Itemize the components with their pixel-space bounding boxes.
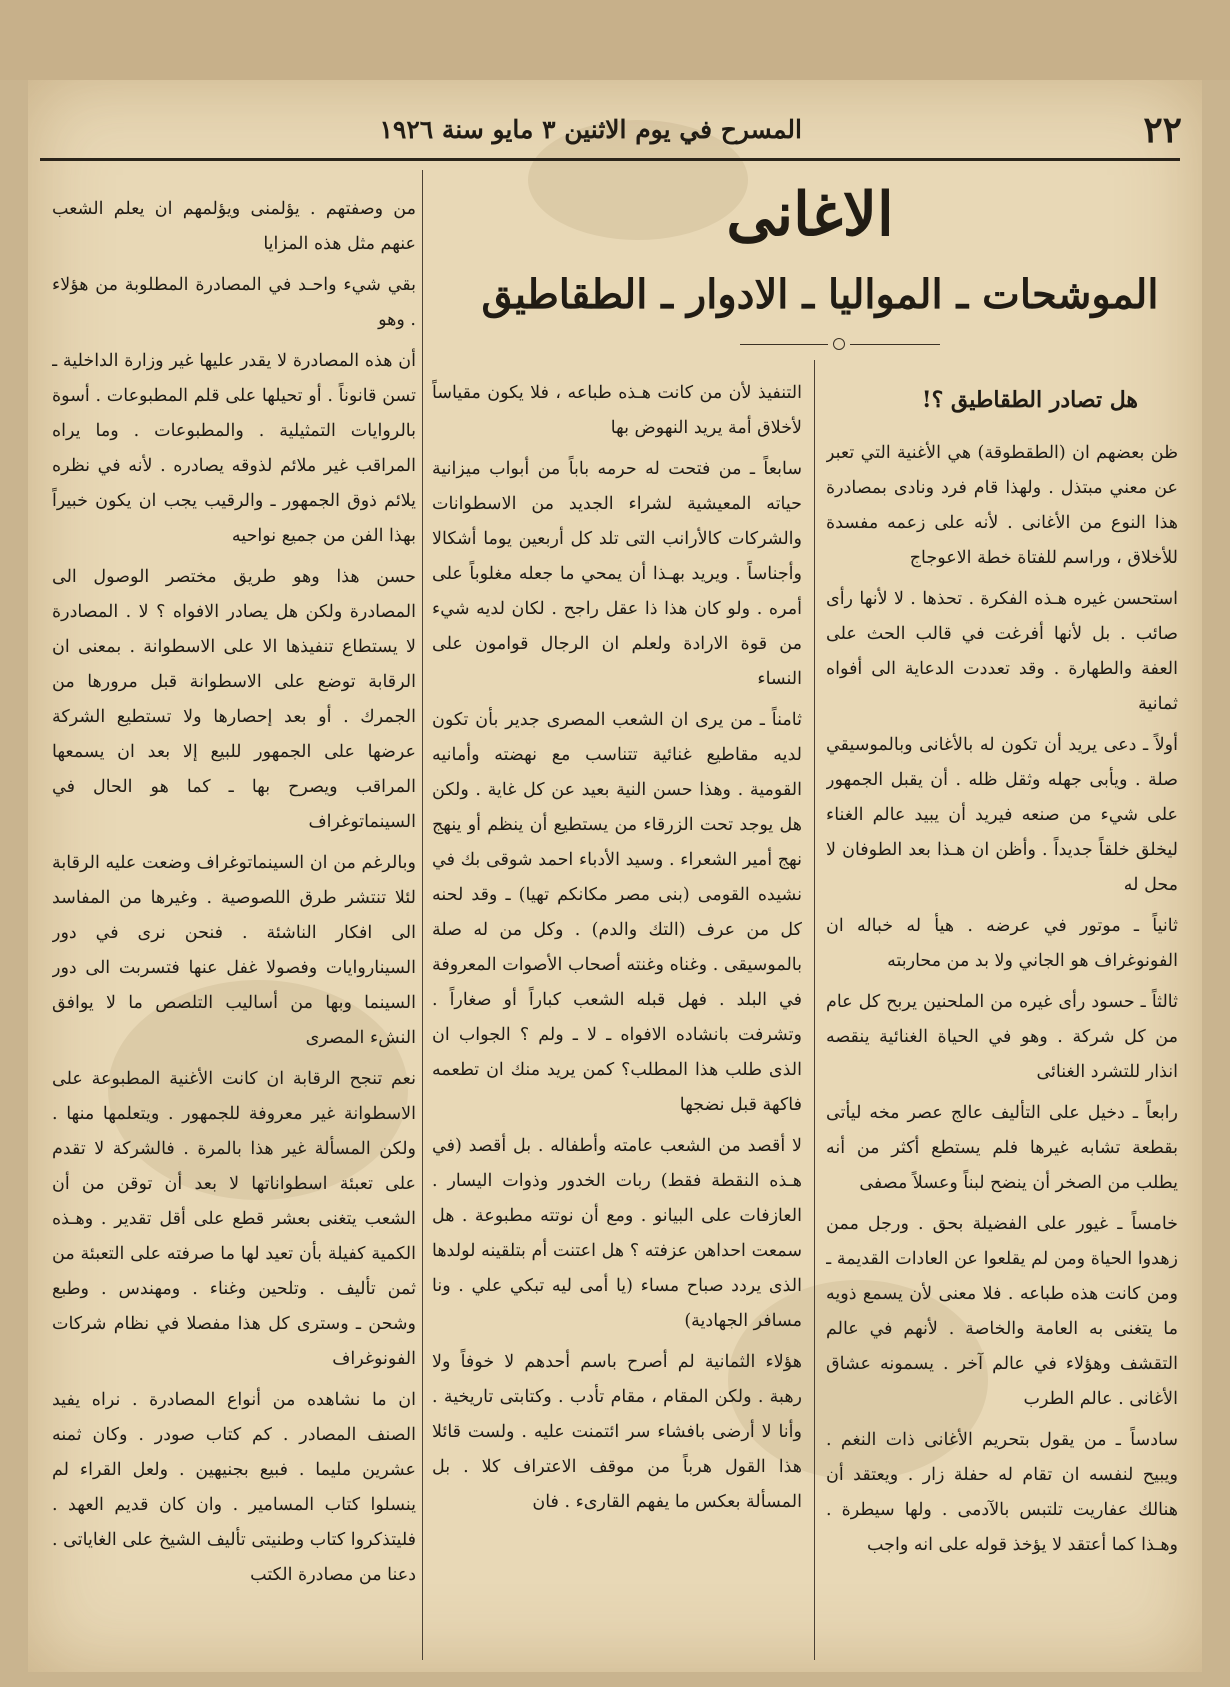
paragraph: لا أقصد من الشعب عامته وأطفاله . بل أقصد (في هـذه النقطة فقط) ربات الخدور وذوات اليسار . العازفات على البيانو . ومع أن نوتته مطبوعة . هل سمعت احداهن عزفته ؟ هل اعتنت أم بتلقينه لولدها الذى يردد صباح مساء (يا أمى ليه تبكي علي . ونا مسافر الجهادية) xyxy=(432,1136,802,1331)
paragraph: ان ما نشاهده من أنواع المصادرة . نراه يفيد الصنف المصادر . كم كتاب صودر . وكان ثمنه عشرين مليما . فبيع بجنيهين . ولعل القراء لم ينسلوا كتاب المسامير . وان كان قديم العهد . فليتذكروا كتاب وطنيتى تأليف الشيخ على الغاياتى . دعنا من مصادرة الكتب xyxy=(52,1390,416,1585)
running-head xyxy=(48,100,1182,160)
paragraph: وبالرغم من ان السينماتوغراف وضعت عليه الرقابة لئلا تنتشر طرق اللصوصية . وغيرها من المفاسد الى افكار الناشئة . فنحن نرى في دور السيناروايات وفصولا غفل عنها فتسربت الى دور السينما وبها من أساليب التلصص ما لا يوافق النشء المصرى xyxy=(52,853,416,1048)
page-number: ٢٢ xyxy=(1143,109,1182,151)
running-title: المسرح في يوم الاثنين ٣ مايو سنة ١٩٢٦ xyxy=(379,115,802,144)
paragraph: حسن هذا وهو طريق مختصر الوصول الى المصادرة ولكن هل يصادر الافواه ؟ لا . المصادرة لا يستطاع تنفيذها الا على الاسطوانة . بمعنى ان الرقابة توضع على الاسطوانة قبل مرورها من الجمرك . أو بعد إحصارها ولا تستطيع الشركة عرضها على الجمهور للبيع إلا بعد ان يسمعها المراقب ويصرح بها ـ كما هو الحال في السينماتوغراف xyxy=(52,567,416,832)
paragraph: سابعاً ـ من فتحت له حرمه باباً من أبواب ميزانية حياته المعيشية لشراء الجديد من الاسطوانات والشركات كالأرانب التى تلد كل أربعين يوما أشكالا وأجناساً . ويريد بهـذا أن يمحي ما جعله مغلوباً على أمره . ولو كان هذا ذا عقل راجح . لكان لديه شيء من قوة الارادة ولعلم ان الرجال قوامون على النساء xyxy=(432,459,802,689)
section-heading: هل تصادر الطقاطيق ؟! xyxy=(921,387,1138,413)
paragraph: خامساً ـ غيور على الفضيلة بحق . ورجل ممن زهدوا الحياة ومن لم يقلعوا عن العادات القديمة ـ ومن كانت هذه طباعه . فلا معنى لأن يسمع ذويه ما يتغنى به العامة والخاصة . لأنهم في عالم التقشف وهؤلاء في عالم آخر . يسمونه عشاق الأغانى . عالم الطرب xyxy=(826,1214,1178,1409)
paragraph: أولاً ـ دعى يريد أن تكون له بالأغانى وبالموسيقي صلة . ويأبى جهله وثقل ظله . أن يقبل الجمهور على شيء من صنعه فيريد أن يبيد عالم الغناء ليخلق خلقاً جديداً . وأظن ان هـذا بعد الطوفان لا محل له xyxy=(826,735,1178,895)
article-headline: الاغانى xyxy=(726,180,894,250)
column-right xyxy=(826,436,1178,1652)
paragraph: من وصفتهم . يؤلمنى ويؤلمهم ان يعلم الشعب عنهم مثل هذه المزايا xyxy=(52,199,416,254)
ornament-line xyxy=(850,344,940,345)
ornament-knot xyxy=(833,338,845,350)
paragraph: بقي شيء واحـد في المصادرة المطلوبة من هؤلاء . وهو xyxy=(52,275,416,330)
paragraph: ظن بعضهم ان (الطقطوقة) هي الأغنية التي تعبر عن معني مبتذل . ولهذا قام فرد ونادى بمصادرة هذا النوع من الأغانى . لأنه على زعمه مفسدة للأخلاق ، وراسم للفتاة خطة الاعوجاج xyxy=(826,443,1178,568)
scan-border xyxy=(0,0,1230,80)
header-rule xyxy=(40,158,1180,161)
article-subheadline: الموشحات ـ المواليا ـ الادوار ـ الطقاطيق xyxy=(481,271,1159,318)
paragraph: رابعاً ـ دخيل على التأليف عالج عصر مخه ليأتى بقطعة تشابه غيرها فلم يستطع أكثر من أنه يطلب من الصخر أن ينضح لبناً وعسلاً مصفى xyxy=(826,1103,1178,1193)
paragraph: ثالثاً ـ حسود رأى غيره من الملحنين يربح كل عام من كل شركة . وهو في الحياة الغنائية ينقصه انذار للتشرد الغنائى xyxy=(826,992,1178,1082)
ornament-divider xyxy=(740,338,940,352)
paragraph: استحسن غيره هـذه الفكرة . تحذها . لا لأنها رأى صائب . بل لأنها أفرغت في قالب الحث على العفة والطهارة . وقد تعددت الدعاية الى أفواه ثمانية xyxy=(826,589,1178,714)
column-divider-left xyxy=(422,170,423,1660)
paragraph: ثامناً ـ من يرى ان الشعب المصرى جدير بأن تكون لديه مقاطيع غنائية تتناسب مع نهضته وأمانيه القومية . وهذا حسن النية بعيد عن كل غاية . ولكن هل يوجد تحت الزرقاء من يستطيع أن ينظم أو ينهج نهج أمير الشعراء . وسيد الأدباء احمد شوقى بك في نشيده القومى (بنى مصر مكانكم تهيا) ـ وقد لحنه كل من عرف (التك والدم) . وكل من له صلة بالموسيقى . وغناه وغنته أصحاب الأصوات المعروفة في البلد . فهل قبله الشعب كباراً أو صغاراً . وتشرفت بانشاده الافواه ـ لا ـ ولم ؟ الجواب ان الذى طلب هذا المطلب؟ كمن يريد منك ان تطعمه فاكهة قبل نضجها xyxy=(432,710,802,1115)
column-middle xyxy=(432,376,802,1652)
column-divider-right xyxy=(814,360,815,1660)
paragraph: سادساً ـ من يقول بتحريم الأغانى ذات النغم . ويبيح لنفسه ان تقام له حفلة زار . ويعتقد أن هنالك عفاريت تلتبس بالآدمى . ولها سيطرة . وهـذا كما أعتقد لا يؤخذ قوله على انه واجب xyxy=(826,1430,1178,1555)
paragraph: أن هذه المصادرة لا يقدر عليها غير وزارة الداخلية ـ تسن قانوناً . أو تحيلها على قلم المطبوعات . أسوة بالروايات التمثيلية . والمطبوعات . وما يراه المراقب غير ملائم لذوقه يصادره . لأنه في نظره يلائم ذوق الجمهور ـ والرقيب يجب ان يكون خبيراً بهذا الفن من جميع نواحيه xyxy=(52,351,416,546)
paragraph: ثانياً ـ موتور في عرضه . هيأ له خباله ان الفونوغراف هو الجاني ولا بد من محاربته xyxy=(826,916,1178,971)
ornament-line xyxy=(740,344,828,345)
paragraph: هؤلاء الثمانية لم أصرح باسم أحدهم لا خوفاً ولا رهبة . ولكن المقام ، مقام تأدب . وكتابتى تاريخية . وأنا لا أرضى بافشاء سر ائتمنت عليه . ولست قائلا هذا القول هرباً من موقف الاعتراف كلا . بل المسألة بعكس ما يفهم القارىء . فان xyxy=(432,1352,802,1512)
paragraph: نعم تنجح الرقابة ان كانت الأغنية المطبوعة على الاسطوانة غير معروفة للجمهور . ويتعلمها منها . ولكن المسألة غير هذا بالمرة . فالشركة لا تقدم على تعبئة اسطواناتها لا بعد أن توقن من أن الشعب يتغنى بعشر قطع على أقل تقدير . وهـذه الكمية كفيلة بأن تعيد لها ما صرفته على التعبئة من ثمن تأليف . وتلحين وغناء . ومهندس . وطبع وشحن ـ وسترى كل هذا مفصلا في نظام شركات الفونوغراف xyxy=(52,1069,416,1369)
column-left xyxy=(52,192,416,1652)
paragraph: التنفيذ لأن من كانت هـذه طباعه ، فلا يكون مقياساً لأخلاق أمة يريد النهوض بها xyxy=(432,383,802,438)
